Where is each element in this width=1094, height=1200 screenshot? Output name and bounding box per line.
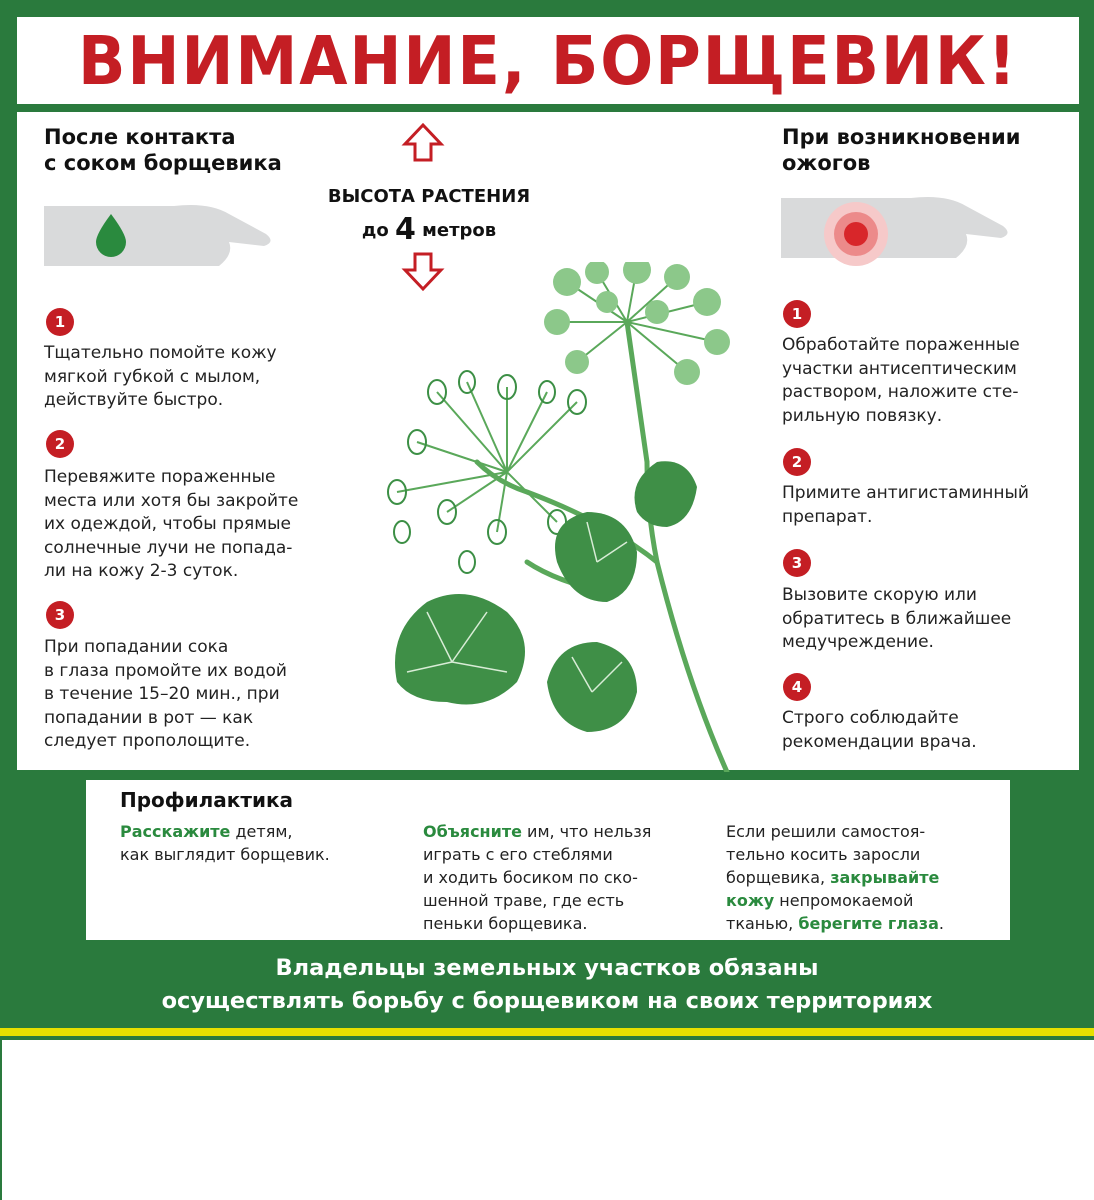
prevention-col3-text-1: Если решили самостоя- тельно косить заросли борщевика, bbox=[726, 822, 926, 887]
left-step-1-text: Тщательно помойте кожу мягкой губкой с мылом, действуйте быстро. bbox=[44, 343, 277, 410]
height-value: 4 bbox=[395, 212, 416, 247]
left-border bbox=[0, 1038, 2, 1200]
hand-burn-icon bbox=[781, 194, 1011, 274]
right-heading-line1: При возникновении bbox=[782, 125, 1021, 149]
left-heading bbox=[44, 124, 282, 176]
height-prefix: до bbox=[361, 220, 389, 241]
right-step-4-number: 4 bbox=[783, 673, 811, 701]
right-step-3-text: Вызовите скорую или обратитесь в ближайшее медучреждение. bbox=[782, 585, 1012, 652]
footer-line-1: Владельцы земельных участков обязаны bbox=[275, 955, 819, 981]
arrow-up-icon bbox=[401, 122, 445, 164]
prevention-col2-text: им, что нельзя играть с его стеблями и ходить босиком по ско- шенной траве, где есть пеньки борщевика. bbox=[423, 822, 652, 933]
page-title: ВНИМАНИЕ, БОРЩЕВИК! bbox=[78, 22, 1018, 100]
prevention-col-3 bbox=[726, 820, 996, 935]
prevention-col3-highlight-1: закрывайте кожу bbox=[726, 868, 940, 910]
prevention-col3-highlight-2: берегите глаза bbox=[798, 914, 939, 933]
footer-notice bbox=[0, 952, 1094, 1018]
prevention-col3-text-2: непромокаемой тканью, bbox=[726, 891, 914, 933]
prevention-col3-text-3: . bbox=[938, 914, 944, 933]
prevention-col-1 bbox=[120, 820, 390, 866]
left-step-1-number: 1 bbox=[46, 308, 74, 336]
main-panel bbox=[17, 112, 1079, 770]
title-banner bbox=[17, 17, 1079, 104]
prevention-col1-text: детям, как выглядит борщевик. bbox=[120, 822, 330, 864]
right-step-2-text: Примите антигистаминный препарат. bbox=[782, 483, 1029, 527]
hogweed-plant-illustration bbox=[357, 262, 797, 772]
left-heading-line1: После контакта bbox=[44, 125, 236, 149]
footer-line-2: осуществлять борьбу с борщевиком на своих территориях bbox=[161, 988, 933, 1014]
bottom-border bbox=[0, 1036, 1094, 1038]
left-heading-line2: с соком борщевика bbox=[44, 151, 282, 175]
prevention-title: Профилактика bbox=[120, 788, 294, 812]
left-step-3-number: 3 bbox=[46, 601, 74, 629]
right-step-2-number: 2 bbox=[783, 448, 811, 476]
right-step-1-number: 1 bbox=[783, 300, 811, 328]
right-step-1-text: Обработайте пораженные участки антисептическим раствором, наложите сте- рильную повязку. bbox=[782, 335, 1020, 426]
hand-drop-icon bbox=[44, 194, 274, 274]
height-unit: метров bbox=[422, 220, 497, 241]
yellow-stripe bbox=[0, 1028, 1094, 1036]
right-step-4-text: Строго соблюдайте рекомендации врача. bbox=[782, 708, 977, 752]
prevention-panel bbox=[86, 780, 1010, 940]
right-heading-line2: ожогов bbox=[782, 151, 871, 175]
left-step-3-text: При попадании сока в глаза промойте их водой в течение 15–20 мин., при попадании в рот — как следует прополощите. bbox=[44, 637, 287, 751]
right-step-3-number: 3 bbox=[783, 549, 811, 577]
prevention-col2-highlight: Объясните bbox=[423, 822, 522, 841]
left-step-2-text: Перевяжите пораженные места или хотя бы закройте их одеждой, чтобы прямые солнечные лучи не попада- ли на кожу 2-3 суток. bbox=[44, 467, 299, 581]
prevention-col-2 bbox=[423, 820, 693, 935]
prevention-col1-highlight: Расскажите bbox=[120, 822, 231, 841]
height-label: ВЫСОТА РАСТЕНИЯ bbox=[327, 186, 531, 207]
burn-icon bbox=[844, 222, 868, 246]
right-heading bbox=[782, 124, 1020, 176]
left-step-2-number: 2 bbox=[46, 430, 74, 458]
height-value-line bbox=[314, 212, 544, 247]
